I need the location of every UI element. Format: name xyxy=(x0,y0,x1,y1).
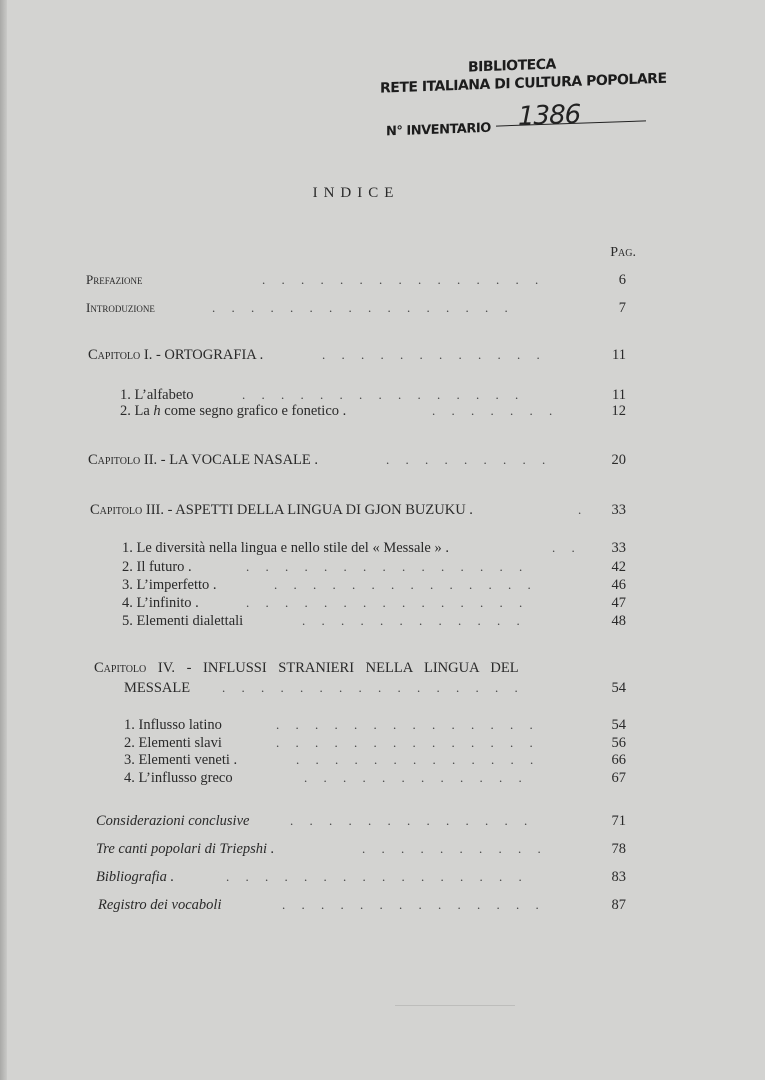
toc-entry: Bibliografia . . . . . . . . . . . . . . . . . 83 xyxy=(96,869,626,885)
page-number: 67 xyxy=(611,770,626,786)
toc-chapter: Capitolo I. - ORTOGRAFIA . . . . . . . . . . . . . 11 xyxy=(88,347,626,363)
toc-entry: Introduzione . . . . . . . . . . . . . . . . 7 xyxy=(86,300,626,316)
toc-subentry: 4. L’influsso greco . . . . . . . . . . . . 67 xyxy=(124,770,626,786)
leader-dots: . . . . . . . . . . . . . . xyxy=(274,577,531,592)
page-number: 6 xyxy=(618,272,626,288)
leader-dots: . . . . . . . . . . . . . . xyxy=(276,735,533,750)
page-number: 78 xyxy=(611,841,626,857)
toc-entry: Prefazione . . . . . . . . . . . . . . . 6 xyxy=(86,272,626,288)
page-number: 11 xyxy=(612,347,626,363)
toc-chapter: Capitolo IV. - INFLUSSI STRANIERI NELLA LINGUA DEL xyxy=(94,660,519,676)
leader-dots: . . . . . . . . . . . . . . xyxy=(276,717,533,732)
page-number: 33 xyxy=(611,540,626,556)
leader-dots: . . . . . . . . . . . . . . . . xyxy=(222,680,518,695)
page-number: 7 xyxy=(618,300,626,316)
page-number: 56 xyxy=(611,735,626,751)
toc-subentry: 2. Il futuro . . . . . . . . . . . . . . . . 42 xyxy=(122,559,626,575)
toc-entry: Tre canti popolari di Triepshi . . . . . . . . . . . 78 xyxy=(96,841,626,857)
leader-dots: . . . . . . . . . . xyxy=(362,841,541,856)
leader-dots: . . . . . . . . . . . . . . . xyxy=(262,272,539,287)
toc-subentry: 1. Le diversità nella lingua e nello stile del « Messale » . . . 33 xyxy=(122,540,626,556)
leader-dots: . xyxy=(578,502,582,517)
leader-dots: . . . . . . . . . xyxy=(386,452,546,467)
toc-entry: Registro dei vocaboli . . . . . . . . . . . . . . 87 xyxy=(98,897,626,913)
page-number: 48 xyxy=(611,613,626,629)
leader-dots: . . . . . . . . . . . . . . . . xyxy=(212,300,508,315)
page-number: 33 xyxy=(611,502,626,518)
stamp-line-rete: RETE ITALIANA DI CULTURA POPOLARE xyxy=(380,70,667,97)
toc-chapter-cont: MESSALE . . . . . . . . . . . . . . . . 54 xyxy=(124,680,626,696)
toc-chapter: Capitolo III. - ASPETTI DELLA LINGUA DI GJON BUZUKU . . 33 xyxy=(90,502,626,518)
toc-subentry: 2. Elementi slavi . . . . . . . . . . . . . . 56 xyxy=(124,735,626,751)
page-number: 66 xyxy=(611,752,626,768)
page-number: 71 xyxy=(611,813,626,829)
toc-subentry: 4. L’infinito . . . . . . . . . . . . . . . . 47 xyxy=(122,595,626,611)
leader-dots: . . . . . . . . . . . . . . . xyxy=(246,559,523,574)
leader-dots: . . . . . . . . . . . . . xyxy=(290,813,528,828)
toc-subentry: 2. La h come segno grafico e fonetico . . . . . . . . 12 xyxy=(120,403,626,419)
leader-dots: . . . . . . . . . . . . . xyxy=(296,752,534,767)
page-number: 42 xyxy=(611,559,626,575)
leader-dots: . . . . . . . . . . . . . . . xyxy=(242,387,519,402)
library-stamp xyxy=(378,53,667,140)
page-title: INDICE xyxy=(312,185,400,201)
show-through-line xyxy=(395,1005,515,1006)
toc-subentry: 1. Influsso latino . . . . . . . . . . . . . . 54 xyxy=(124,717,626,733)
inventory-number: 1386 xyxy=(518,99,581,132)
page-number: 47 xyxy=(611,595,626,611)
toc-subentry: 5. Elementi dialettali . . . . . . . . . . . . 48 xyxy=(122,613,626,629)
leader-dots: . . xyxy=(552,540,575,555)
toc-entry: Considerazioni conclusive . . . . . . . . . . . . . 71 xyxy=(96,813,626,829)
page-number: 87 xyxy=(611,897,626,913)
page-number: 12 xyxy=(611,403,626,419)
leader-dots: . . . . . . . . . . . . . . . xyxy=(246,595,523,610)
toc-chapter: Capitolo II. - LA VOCALE NASALE . . . . . . . . . . 20 xyxy=(88,452,626,468)
stamp-line-biblioteca: BIBLIOTECA xyxy=(468,56,556,76)
stamp-line-inventario: N° INVENTARIO xyxy=(386,120,491,140)
page-number: 83 xyxy=(611,869,626,885)
toc-subentry: 3. L’imperfetto . . . . . . . . . . . . . . . 46 xyxy=(122,577,626,593)
toc-subentry: 1. L’alfabeto . . . . . . . . . . . . . . . 11 xyxy=(120,387,626,403)
leader-dots: . . . . . . . . . . . . xyxy=(304,770,522,785)
page-number: 54 xyxy=(611,717,626,733)
page-number: 11 xyxy=(612,387,626,403)
page-number: 46 xyxy=(611,577,626,593)
toc-subentry: 3. Elementi veneti . . . . . . . . . . . . . . 66 xyxy=(124,752,626,768)
leader-dots: . . . . . . . . . . . . xyxy=(302,613,520,628)
leader-dots: . . . . . . . . . . . . xyxy=(322,347,540,362)
leader-dots: . . . . . . . . . . . . . . . . xyxy=(226,869,522,884)
leader-dots: . . . . . . . . . . . . . . xyxy=(282,897,539,912)
leader-dots: . . . . . . . xyxy=(432,403,553,418)
page-number: 20 xyxy=(611,452,626,468)
page-number: 54 xyxy=(611,680,626,696)
page-column-header: Pag. xyxy=(610,245,636,260)
